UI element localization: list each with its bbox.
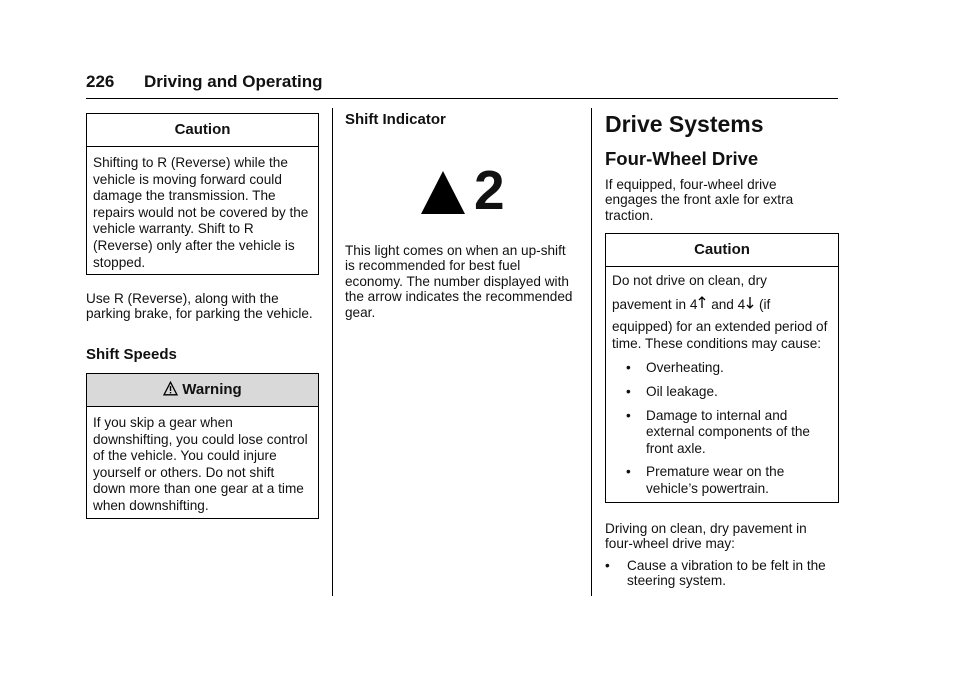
list-item bbox=[626, 464, 830, 497]
caution-body-right bbox=[606, 267, 838, 506]
reverse-paragraph: Use R (Reverse), along with the parking brake, for parking the vehicle. bbox=[86, 291, 313, 322]
after-bullet-list bbox=[605, 558, 830, 589]
caution-body: Shifting to R (Reverse) while the vehicle is moving forward could damage the transmission. The repairs would not be covered by the vehicle warranty. Shift to R (Reverse) only after the vehicle is stopped. bbox=[93, 155, 309, 270]
caution-line3: equipped) for an extended period of time. These conditions may cause: bbox=[612, 319, 828, 351]
drive-systems-heading: Drive Systems bbox=[605, 111, 764, 137]
caution-line2-c: (if bbox=[759, 296, 771, 312]
four-wheel-drive-heading: Four-Wheel Drive bbox=[605, 148, 759, 169]
caution-line2-a: pavement in 4 bbox=[612, 296, 698, 312]
caution-title: Caution bbox=[87, 114, 318, 147]
list-item bbox=[626, 384, 830, 401]
4wd-high-icon bbox=[697, 296, 707, 314]
column-divider-2 bbox=[591, 108, 592, 596]
caution-line2 bbox=[612, 296, 830, 314]
column-divider-1 bbox=[332, 108, 333, 596]
bullet-text: Damage to internal and external components of the front axle. bbox=[646, 407, 810, 456]
caution-line1: Do not drive on clean, dry bbox=[612, 273, 767, 288]
bullet-dot: • bbox=[626, 464, 631, 480]
warning-title-bar bbox=[87, 374, 318, 407]
shift-indicator-paragraph: This light comes on when an up-shift is recommended for best fuel economy. The number displayed with the arrow indicates the recommended gear. bbox=[345, 243, 573, 320]
bullet-text: Premature wear on the vehicle’s powertrain. bbox=[646, 464, 785, 496]
caution-bullet-list bbox=[612, 360, 830, 497]
indicator-gear-number: 2 bbox=[474, 159, 505, 221]
bullet-dot: • bbox=[626, 407, 631, 423]
caution-box-left bbox=[86, 113, 319, 275]
4wd-low-icon bbox=[745, 296, 755, 314]
caution-box-right bbox=[605, 233, 839, 503]
bullet-text: Cause a vibration to be felt in the steering system. bbox=[627, 558, 826, 589]
upshift-arrow-icon bbox=[420, 168, 468, 216]
warning-title: Warning bbox=[182, 381, 242, 398]
header-rule bbox=[86, 98, 838, 99]
shift-indicator-heading: Shift Indicator bbox=[345, 111, 446, 128]
section-title: Driving and Operating bbox=[144, 72, 323, 91]
bullet-dot: • bbox=[605, 558, 610, 573]
bullet-text: Oil leakage. bbox=[646, 383, 718, 399]
warning-body: If you skip a gear when downshifting, you could lose control of the vehicle. You could injure yourself or others. Do not shift down more than one gear at a time when downshifting. bbox=[93, 415, 308, 513]
bullet-dot: • bbox=[626, 360, 631, 376]
fwd-intro-paragraph: If equipped, four-wheel drive engages the front axle for extra traction. bbox=[605, 177, 794, 223]
shift-speeds-heading: Shift Speeds bbox=[86, 346, 177, 363]
list-item bbox=[626, 408, 830, 458]
page-number: 226 bbox=[86, 72, 115, 91]
after-caution-paragraph: Driving on clean, dry pavement in four-wheel drive may: bbox=[605, 521, 807, 552]
list-item bbox=[626, 360, 830, 377]
caution-title-right: Caution bbox=[606, 234, 838, 267]
caution-line2-b: and 4 bbox=[711, 296, 746, 312]
bullet-text: Overheating. bbox=[646, 360, 724, 376]
bullet-dot: • bbox=[626, 383, 631, 399]
warning-box bbox=[86, 373, 319, 519]
page-header bbox=[86, 72, 323, 92]
shift-indicator-symbol bbox=[420, 159, 520, 221]
list-item bbox=[605, 558, 830, 589]
warning-triangle-icon bbox=[163, 376, 178, 408]
